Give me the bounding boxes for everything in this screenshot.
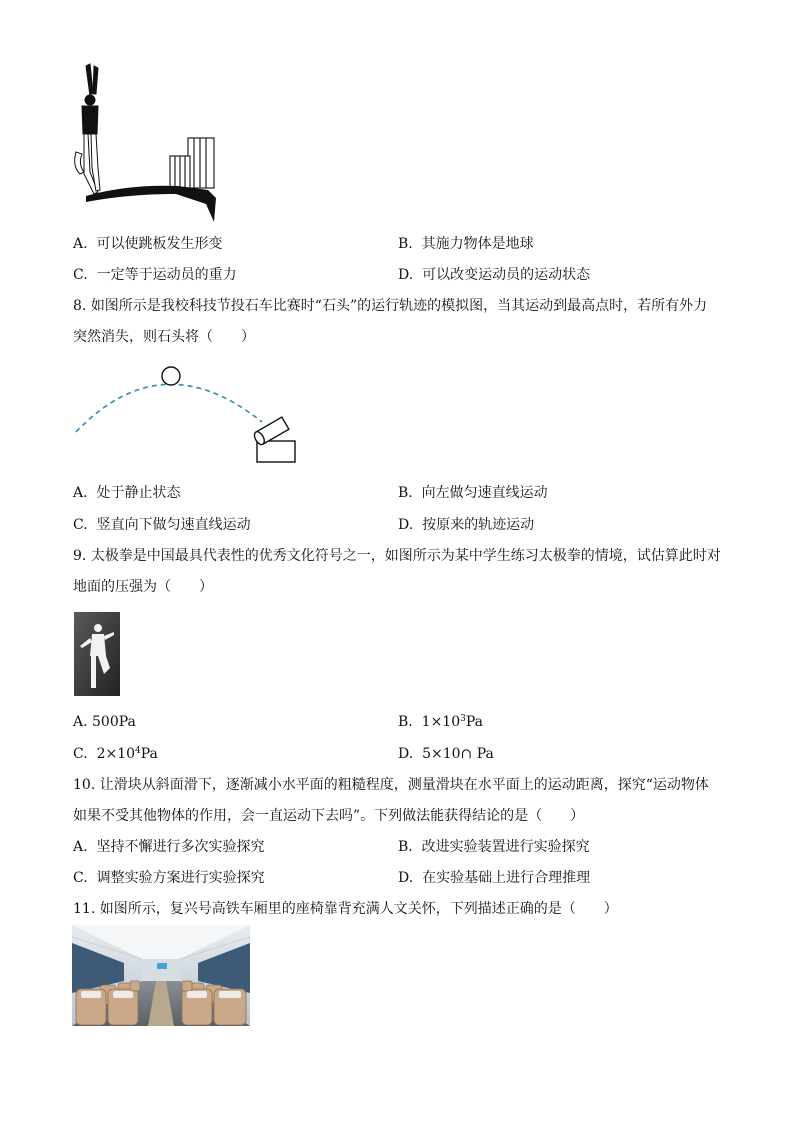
q8-option-d[interactable] [398,515,534,535]
springboard [86,186,216,222]
option-text: 处于静止状态 [96,485,181,501]
option-label: A. [73,236,88,252]
q8-option-c[interactable] [73,515,251,535]
q7-option-c[interactable] [73,265,237,285]
question-text: 如果不受其他物体的作用，会一直运动下去吗”。下列做法能获得结论的是（ ） [73,808,585,824]
option-label: B. [398,485,413,501]
q10-option-d[interactable] [398,868,590,888]
q10-stem-line1 [73,775,709,795]
option-text: 向左做匀速直线运动 [421,485,548,501]
option-text: 调整实验方案进行实验探究 [96,870,265,886]
question-number: 8. [73,298,87,314]
q9-option-a[interactable] [73,712,136,732]
option-label: C. [73,267,88,283]
q9-option-b[interactable] [398,712,483,732]
question-text: 让滑块从斜面滑下，逐渐减小水平面的粗糙程度，测量滑块在水平面上的运动距离，探究“运动物体 [99,777,709,793]
option-label: B. [398,714,413,730]
option-label: D. [398,870,414,886]
q8-option-a[interactable] [73,483,180,503]
question-number: 11. [73,901,96,917]
option-label: A. [73,714,88,730]
option-label: C. [73,517,88,533]
option-text: 可以改变运动员的运动状态 [422,267,591,283]
option-text: 竖直向下做匀速直线运动 [96,517,251,533]
option-text: 5×10∩ Pa [422,746,494,762]
question-text: 如图所示，复兴号高铁车厢里的座椅靠背充满人文关怀，下列描述正确的是（ ） [99,901,618,917]
option-label: B. [398,839,413,855]
option-text: 其施力物体是地球 [421,236,534,252]
option-text: 一定等于运动员的重力 [96,267,237,283]
train-interior-photo [72,925,250,1026]
trajectory-curve [76,384,262,432]
taichi-photo [74,612,120,696]
option-text: 500Pa [92,714,136,730]
question-number: 10. [73,777,96,793]
question-number: 9. [73,548,87,564]
stone-ball [162,367,180,385]
q10-option-c[interactable] [73,868,265,888]
option-text: 改进实验装置进行实验探究 [421,839,590,855]
q10-stem-line2 [73,806,584,826]
option-text: 按原来的轨迹运动 [422,517,535,533]
option-text: 可以使跳板发生形变 [96,236,223,252]
q8-option-b[interactable] [398,483,548,503]
option-label: A. [73,839,88,855]
option-text: 坚持不懈进行多次实验探究 [96,839,265,855]
diver [75,64,100,194]
option-label: A. [73,485,88,501]
question-text: 地面的压强为（ ） [73,579,213,595]
question-text: 太极拳是中国最具代表性的优秀文化符号之一，如图所示为某中学生练习太极拳的情境，试估算此时对 [90,548,721,564]
q10-option-b[interactable] [398,837,590,857]
platform-blocks [170,138,214,188]
option-label: C. [73,870,88,886]
option-label: D. [398,517,414,533]
q9-option-d[interactable] [398,744,494,764]
q9-option-c[interactable] [73,744,158,764]
q10-option-a[interactable] [73,837,264,857]
option-label: B. [398,236,413,252]
option-text: $2\times 10^4Pa$ [96,746,158,762]
option-text: 在实验基础上进行合理推理 [422,870,591,886]
question-text: 突然消失，则石头将（ ） [73,329,255,345]
q9-stem-line1 [73,546,721,566]
catapult-trajectory-figure [72,362,304,468]
option-label: D. [398,267,414,283]
diver-springboard-figure [68,62,220,224]
q8-stem-line1 [73,296,707,316]
question-text: 如图所示是我校科技节投石车比赛时“石头”的运行轨迹的模拟图，当其运动到最高点时，若所有外力 [90,298,708,314]
q7-option-b[interactable] [398,234,534,254]
q7-option-a[interactable] [73,234,222,254]
q9-stem-line2 [73,577,213,597]
q11-stem-line1 [73,899,618,919]
option-text: $1\times 10^3Pa$ [421,714,483,730]
q8-stem-line2 [73,327,255,347]
option-label: C. [73,746,88,762]
option-label: D. [398,746,414,762]
q7-option-d[interactable] [398,265,590,285]
